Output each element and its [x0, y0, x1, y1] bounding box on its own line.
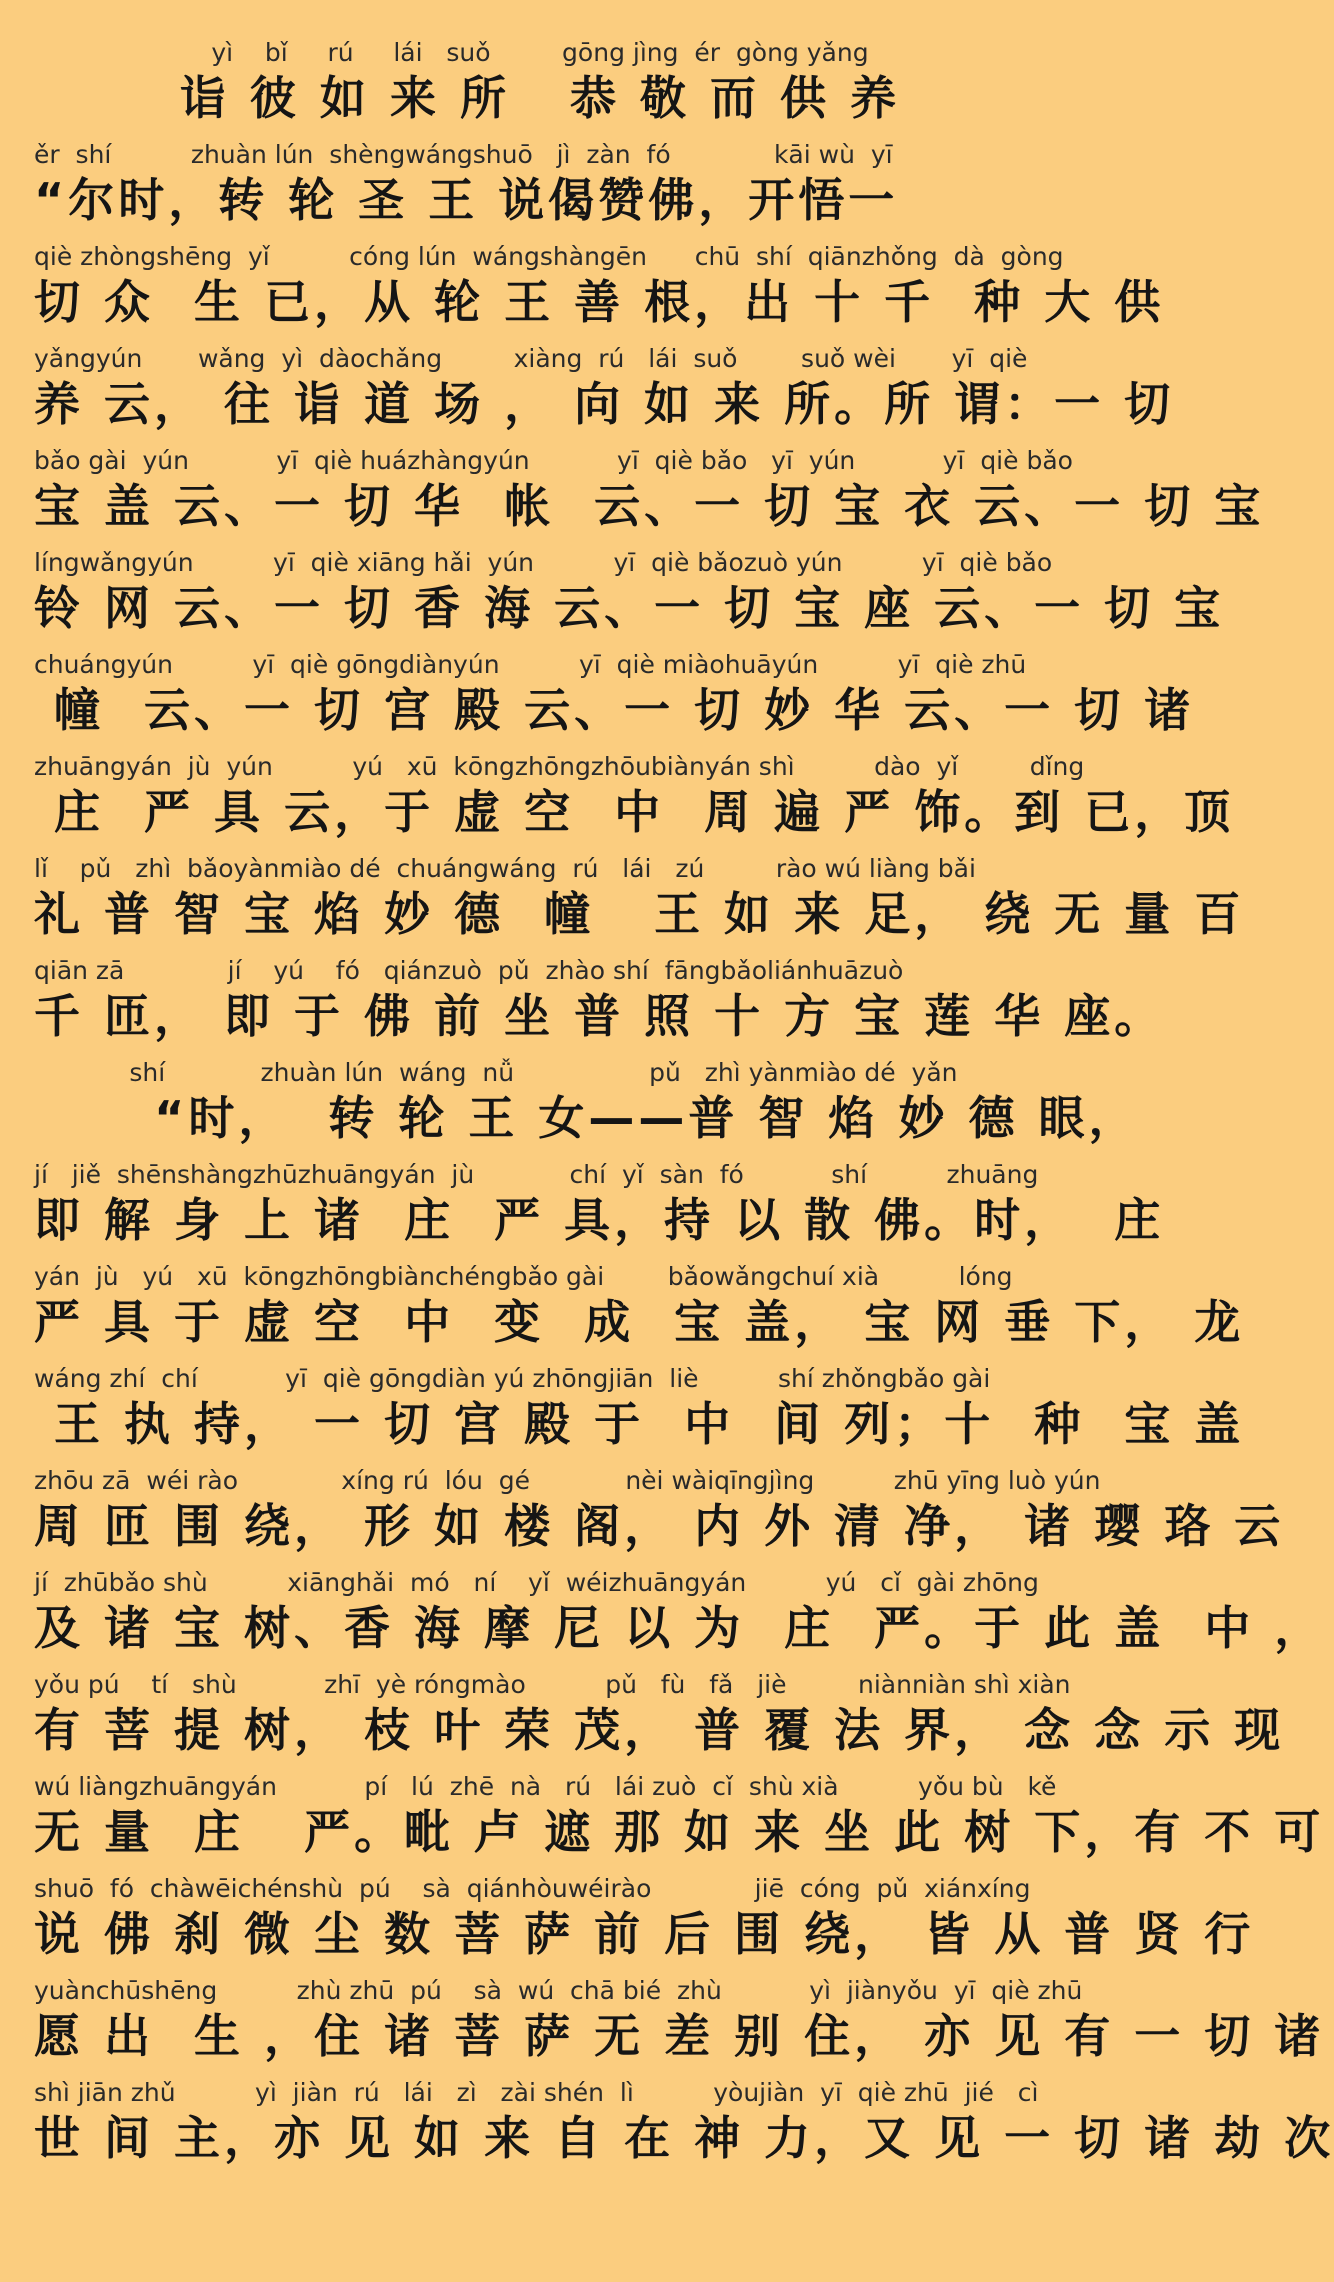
text-line	[34, 140, 1046, 230]
hanzi-line: 铃 网 云、一 切 香 海 云、一 切 宝 座 云、一 切 宝	[34, 581, 1225, 635]
hanzi-line: 即 解 身 上 诸 庄 严 具，持 以 散 佛。时， 庄	[34, 1193, 1165, 1247]
verse-title	[0, 38, 1080, 128]
text-line	[34, 854, 1245, 944]
pinyin-line: jí jiě shēnshàngzhūzhuāngyán jù chí yǐ sàn fó shí zhuāng	[34, 1160, 1039, 1189]
text-line	[34, 548, 1225, 638]
text-line	[34, 1364, 1245, 1454]
pinyin-line: chuángyún yī qiè gōngdiànyún yī qiè miàohuāyún yī qiè zhū	[34, 650, 1027, 679]
hanzi-line: 世 间 主，亦 见 如 来 自 在 神 力，又 见 一 切 诸 劫 次	[34, 2111, 1334, 2165]
hanzi-line: 周 匝 围 绕， 形 如 楼 阁， 内 外 清 净， 诸 璎 珞 云	[34, 1499, 1285, 1553]
text-line	[34, 650, 1195, 740]
text-line	[34, 1568, 1325, 1658]
pinyin-line: wáng zhí chí yī qiè gōngdiàn yú zhōngjiān liè shí zhǒngbǎo gài	[34, 1364, 991, 1393]
hanzi-line: 养 云， 往 诣 道 场 ， 向 如 来 所。所 谓：一 切	[34, 377, 1175, 431]
text-line	[34, 956, 1165, 1046]
text-line	[34, 1670, 1285, 1760]
pinyin-line: bǎo gài yún yī qiè huázhàngyún yī qiè bǎo yī yún yī qiè bǎo	[34, 446, 1073, 475]
pinyin-line: shuō fó chàwēichénshù pú sà qiánhòuwéirào jiē cóng pǔ xiánxíng	[34, 1874, 1031, 1903]
text-line	[34, 1466, 1285, 1556]
pinyin-line: lǐ pǔ zhì bǎoyànmiào dé chuángwáng rú lái zú rào wú liàng bǎi	[34, 854, 976, 883]
text-line	[34, 1772, 1325, 1862]
text-line	[34, 752, 1235, 842]
pinyin-line: yán jù yú xū kōngzhōngbiànchéngbǎo gài bǎowǎngchuí xià lóng	[34, 1262, 1013, 1291]
hanzi-line: 切 众 生 已，从 轮 王 善 根，出 十 千 种 大 供	[34, 275, 1165, 329]
pinyin-line: jí zhūbǎo shù xiānghǎi mó ní yǐ wéizhuāngyán yú cǐ gài zhōng	[34, 1568, 1039, 1597]
pinyin-line: shí zhuàn lún wáng nǚ pǔ zhì yànmiào dé yǎn	[34, 1058, 958, 1087]
hanzi-line: 千 匝， 即 于 佛 前 坐 普 照 十 方 宝 莲 华 座。	[34, 989, 1165, 1043]
pinyin-line: yǒu pú tí shù zhī yè róngmào pǔ fù fǎ jiè niànniàn shì xiàn	[34, 1670, 1071, 1699]
text-line	[34, 242, 1165, 332]
text-line	[34, 1262, 1245, 1352]
pinyin-line: yì bǐ rú lái suǒ gōng jìng ér gòng yǎng	[211, 38, 869, 67]
text-line	[34, 446, 1265, 536]
hanzi-line: 愿 出 生 ，住 诸 菩 萨 无 差 别 住， 亦 见 有 一 切 诸	[34, 2009, 1325, 2063]
text-line	[34, 344, 1175, 434]
pinyin-line: zhuāngyán jù yún yú xū kōngzhōngzhōubiànyán shì dào yǐ dǐng	[34, 752, 1085, 781]
hanzi-line: 宝 盖 云、一 切 华 帐 云、一 切 宝 衣 云、一 切 宝	[34, 479, 1265, 533]
text-line	[34, 1976, 1325, 2066]
hanzi-line: 王 执 持， 一 切 宫 殿 于 中 间 列；十 种 宝 盖	[34, 1397, 1245, 1451]
pinyin-line: ěr shí zhuàn lún shèngwángshuō jì zàn fó kāi wù yī	[34, 140, 893, 169]
hanzi-line: 幢 云、一 切 宫 殿 云、一 切 妙 华 云、一 切 诸	[34, 683, 1195, 737]
pinyin-line: wú liàngzhuāngyán pí lú zhē nà rú lái zuò cǐ shù xià yǒu bù kě	[34, 1772, 1057, 1801]
pinyin-line: qiān zā jí yú fó qiánzuò pǔ zhào shí fāngbǎoliánhuāzuò	[34, 956, 904, 985]
hanzi-line: 严 具 于 虚 空 中 变 成 宝 盖， 宝 网 垂 下， 龙	[34, 1295, 1245, 1349]
hanzi-line: 及 诸 宝 树、香 海 摩 尼 以 为 庄 严。于 此 盖 中 ，	[34, 1601, 1325, 1655]
pinyin-line: yuànchūshēng zhù zhū pú sà wú chā bié zhù yì jiànyǒu yī qiè zhū	[34, 1976, 1083, 2005]
hanzi-line: 无 量 庄 严。毗 卢 遮 那 如 来 坐 此 树 下，有 不 可	[34, 1805, 1325, 1859]
pinyin-line: zhōu zā wéi rào xíng rú lóu gé nèi wàiqīngjìng zhū yīng luò yún	[34, 1466, 1101, 1495]
hanzi-line: “尔时，转 轮 圣 王 说偈赞佛，开悟一	[34, 173, 899, 227]
pinyin-line: yǎngyún wǎng yì dàochǎng xiàng rú lái suǒ suǒ wèi yī qiè	[34, 344, 1028, 373]
text-line	[34, 2078, 1334, 2168]
hanzi-line: 诣 彼 如 来 所 恭 敬 而 供 养	[179, 71, 901, 125]
hanzi-line: 有 菩 提 树， 枝 叶 荣 茂， 普 覆 法 界， 念 念 示 现	[34, 1703, 1285, 1757]
pinyin-line: shì jiān zhǔ yì jiàn rú lái zì zài shén lì yòujiàn yī qiè zhū jié cì	[34, 2078, 1039, 2107]
pinyin-line: qiè zhòngshēng yǐ cóng lún wángshàngēn chū shí qiānzhǒng dà gòng	[34, 242, 1064, 271]
pinyin-line: língwǎngyún yī qiè xiāng hǎi yún yī qiè bǎozuò yún yī qiè bǎo	[34, 548, 1053, 577]
text-line	[34, 1160, 1165, 1250]
hanzi-line: 庄 严 具 云，于 虚 空 中 周 遍 严 饰。到 已，顶	[34, 785, 1235, 839]
hanzi-line: “时， 转 轮 王 女——普 智 焰 妙 德 眼，	[34, 1091, 1139, 1145]
text-line	[34, 1058, 1139, 1148]
text-line	[34, 1874, 1255, 1964]
hanzi-line: 说 佛 刹 微 尘 数 菩 萨 前 后 围 绕， 皆 从 普 贤 行	[34, 1907, 1255, 1961]
hanzi-line: 礼 普 智 宝 焰 妙 德 幢 王 如 来 足， 绕 无 量 百	[34, 887, 1245, 941]
